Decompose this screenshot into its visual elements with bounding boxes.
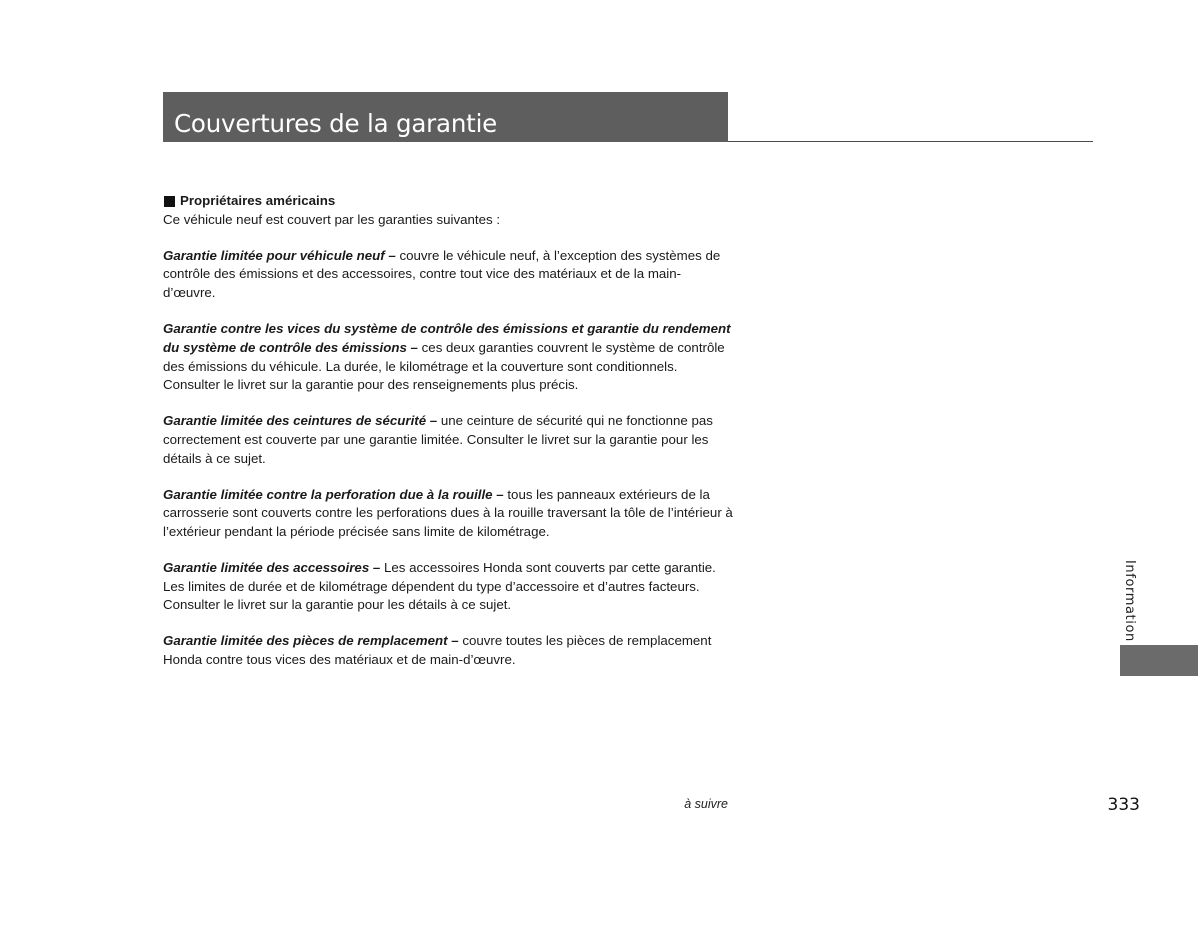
side-tab-label: Information <box>1122 560 1137 642</box>
square-bullet-icon <box>164 196 175 207</box>
warranty-title: Garantie limitée des accessoires – <box>163 560 381 576</box>
warranty-title: Garantie limitée des pièces de remplacement – <box>163 633 459 649</box>
warranty-paragraph <box>163 559 733 615</box>
warranty-paragraph <box>163 320 733 395</box>
warranty-description: une ceinture de sécurité qui ne fonctionne pas correctement est couverte par une garantie limitée. Consulter le livret sur la garantie pour les détails à ce sujet. <box>163 413 713 466</box>
warranty-title: Garantie limitée pour véhicule neuf – <box>163 247 396 263</box>
main-content <box>163 192 733 670</box>
section-heading-text: Propriétaires américains <box>180 193 336 208</box>
warranty-title: Garantie limitée des ceintures de sécurité – <box>163 413 438 429</box>
warranty-paragraph <box>163 247 733 303</box>
warranty-title: Garantie contre les vices du système de contrôle des émissions et garantie du rendement du système de contrôle des émissions – <box>163 321 731 355</box>
title-bar <box>163 92 728 142</box>
warranty-paragraph <box>163 632 733 669</box>
warranty-description: ces deux garanties couvrent le système de contrôle des émissions du véhicule. La durée, le kilométrage et la couverture sont conditionnels. Consulter le livret sur la garantie pour des renseignements plus précis. <box>163 339 725 393</box>
warranty-description: couvre le véhicule neuf, à l’exception des systèmes de contrôle des émissions et des accessoires, contre tout vice des matériaux et de la main-d’œuvre. <box>163 247 721 301</box>
section-intro: Ce véhicule neuf est couvert par les garanties suivantes : <box>163 211 501 227</box>
warranty-description: couvre toutes les pièces de remplacement Honda contre tous vices des matériaux et de main-d’œuvre. <box>163 633 712 668</box>
title-rule <box>728 141 1093 142</box>
warranty-description: Les accessoires Honda sont couverts par cette garantie. Les limites de durée et de kilométrage dépendent du type d’accessoire et d’autres facteurs. Consulter le livret sur la garantie pour les détails à ce sujet. <box>163 560 716 613</box>
side-tab-marker <box>1120 645 1198 676</box>
page-number: 333 <box>1107 795 1140 815</box>
warranty-paragraph <box>163 412 733 468</box>
section-heading <box>163 192 733 211</box>
page-title: Couvertures de la garantie <box>174 109 498 138</box>
warranty-description: tous les panneaux extérieurs de la carrosserie sont couverts contre les perforations dues à la rouille traversant la tôle de l’intérieur à l’extérieur pendant la période précisée sans limite de kilométrage. <box>163 486 733 540</box>
warranty-title: Garantie limitée contre la perforation due à la rouille – <box>163 486 504 502</box>
continued-note: à suivre <box>684 797 728 811</box>
warranty-paragraph <box>163 486 733 542</box>
